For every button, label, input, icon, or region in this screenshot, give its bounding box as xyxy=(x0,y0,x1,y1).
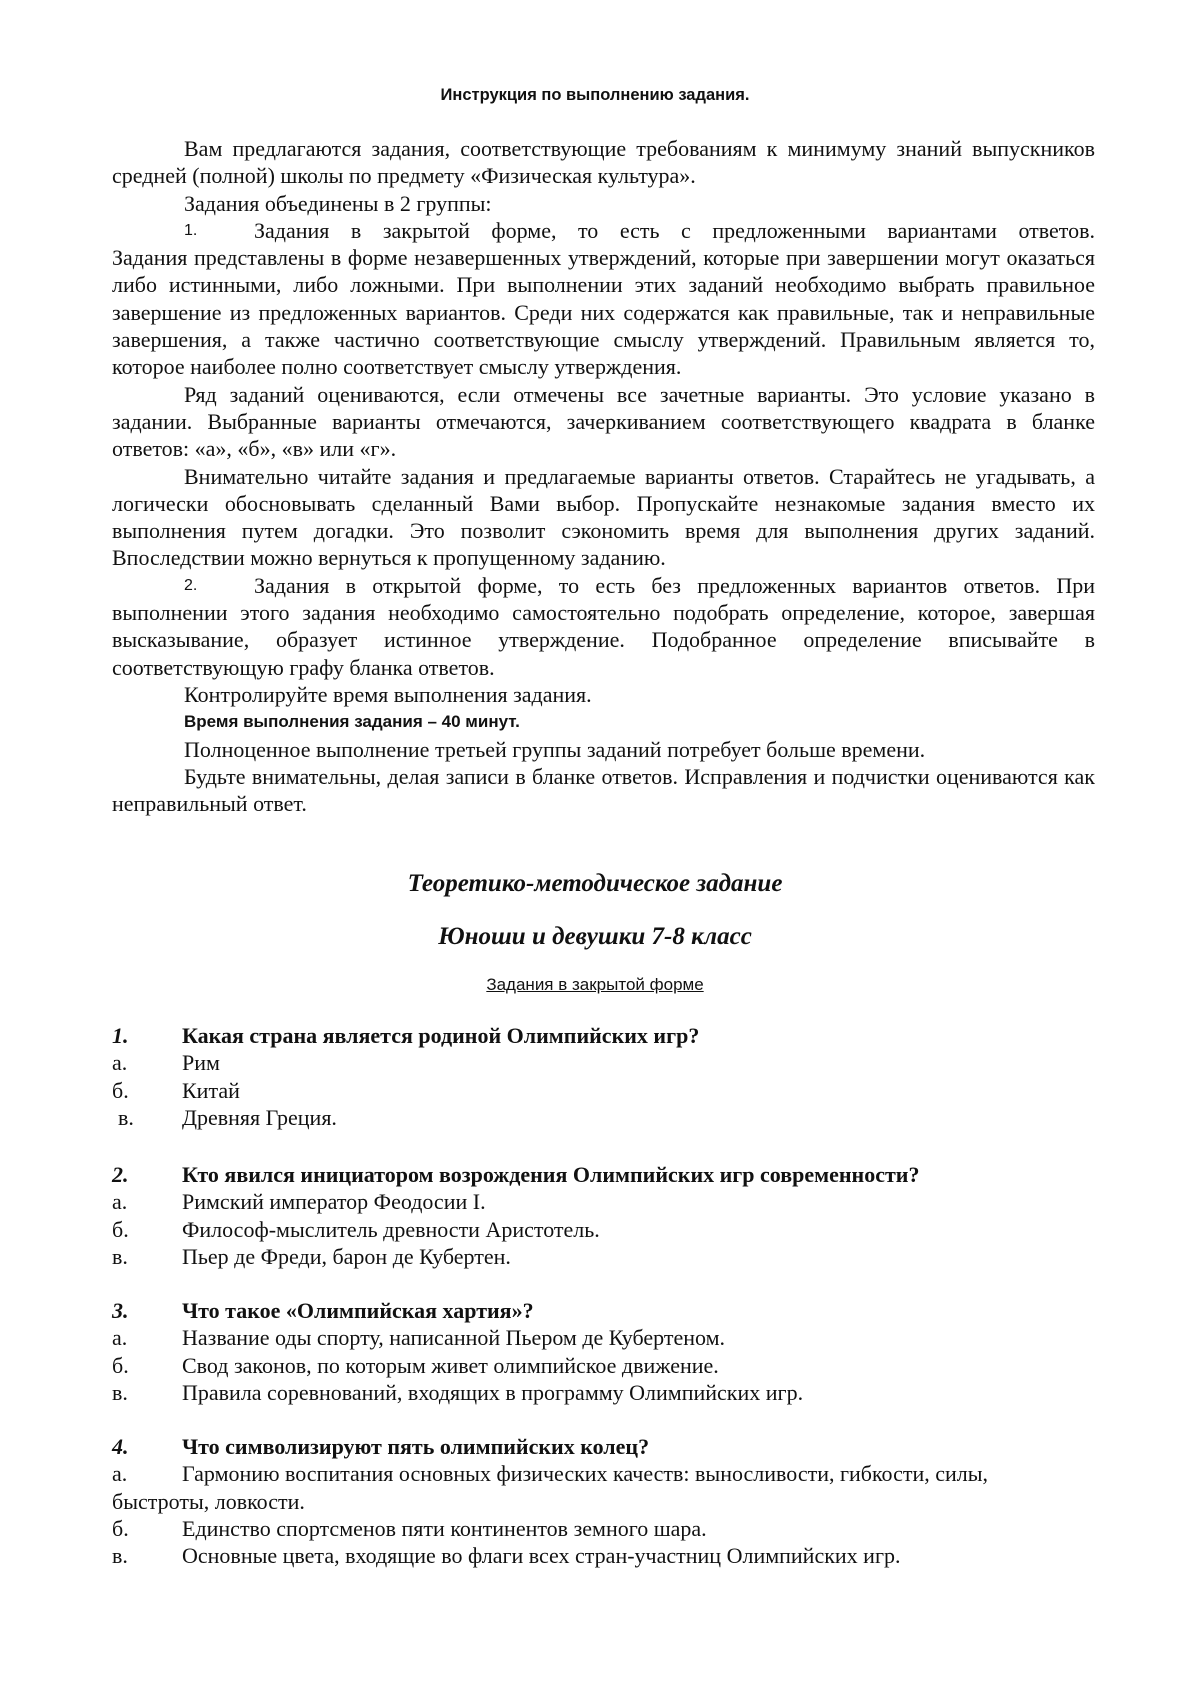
paragraph: Ряд заданий оцениваются, если отмечены все зачетные варианты. Это условие указано в задании. Выбранные варианты отмечаются, зачеркиванием соответствующего квадрата в бланке ответов: «а», «б», «в» или «г». xyxy=(112,381,1095,462)
list-text: Задания в открытой форме, то есть без предложенных вариантов ответов. При xyxy=(254,572,1095,598)
list-item xyxy=(112,217,1095,244)
answer-option xyxy=(112,1379,1095,1406)
question xyxy=(112,1433,1095,1569)
option-text: Правила соревнований, входящих в программу Олимпийских игр. xyxy=(182,1379,804,1405)
question-number: 4. xyxy=(112,1434,129,1459)
paragraph: Вам предлагаются задания, соответствующие требованиям к минимуму знаний выпускников средней (полной) школы по предмету «Физическая культура». xyxy=(112,136,1095,189)
question-number: 3. xyxy=(112,1298,129,1323)
instructions-body xyxy=(112,135,1095,817)
option-letter: в. xyxy=(112,1543,128,1569)
option-text: Основные цвета, входящие во флаги всех стран-участниц Олимпийских игр. xyxy=(182,1543,901,1569)
option-text: Единство спортсменов пяти континентов земного шара. xyxy=(182,1515,707,1541)
option-letter: а. xyxy=(112,1189,128,1215)
answer-option xyxy=(112,1324,1095,1351)
question xyxy=(112,1161,1095,1270)
option-text: Рим xyxy=(182,1050,220,1076)
option-letter: а. xyxy=(112,1050,128,1076)
option-letter: а. xyxy=(112,1461,128,1487)
list-item xyxy=(112,572,1095,599)
option-letter: б. xyxy=(112,1352,129,1378)
option-letter: б. xyxy=(112,1515,129,1541)
question-text: Что такое «Олимпийская хартия»? xyxy=(182,1298,534,1323)
question-text: Кто явился инициатором возрождения Олимпийских игр современности? xyxy=(182,1162,920,1187)
option-text: Название оды спорту, написанной Пьером де Кубертеном. xyxy=(182,1325,726,1351)
question-number: 2. xyxy=(112,1162,129,1187)
answer-option xyxy=(112,1077,1095,1104)
paragraph: Будьте внимательны, делая записи в бланке ответов. Исправления и подчистки оцениваются как неправильный ответ. xyxy=(112,763,1095,817)
option-letter: б. xyxy=(112,1216,129,1242)
question-text: Что символизируют пять олимпийских колец? xyxy=(182,1434,650,1459)
option-letter: а. xyxy=(112,1325,128,1351)
question xyxy=(112,1297,1095,1406)
time-limit: Время выполнения задания – 40 минут. xyxy=(184,712,520,732)
answer-option xyxy=(112,1188,1095,1215)
paragraph: Задания объединены в 2 группы: xyxy=(184,190,492,216)
option-text: Гармонию воспитания основных физических качеств: выносливости, гибкости, силы, xyxy=(182,1461,989,1487)
answer-option xyxy=(112,1049,1095,1076)
paragraph: выполнении этого задания необходимо самостоятельно подобрать определение, которое, завершая высказывание, образует истинное утверждение. Подобранное определение вписывайте в соответствующую графу бланка ответов. xyxy=(112,600,1095,680)
answer-option xyxy=(112,1460,1095,1487)
question xyxy=(112,1022,1095,1131)
answer-option xyxy=(112,1243,1095,1270)
answer-option xyxy=(112,1542,1095,1569)
option-text: Свод законов, по которым живет олимпийское движение. xyxy=(182,1352,719,1378)
paragraph: Внимательно читайте задания и предлагаемые варианты ответов. Старайтесь не угадывать, а логически обосновывать сделанный Вами выбор. Пропускайте незнакомые задания вместо их выполнения путем догадки. Это позволит сэкономить время для выполнения других заданий. Впоследствии можно вернуться к пропущенному заданию. xyxy=(112,463,1095,571)
list-number: 1. xyxy=(184,221,198,239)
paragraph: Задания представлены в форме незавершенных утверждений, которые при завершении могут оказаться либо истинными, либо ложными. При выполнении этих заданий необходимо выбрать правильное завершение из предложенных вариантов. Среди них содержатся как правильные, так и неправильные завершения, а также частично соответствующие смыслу утверждений. Правильным является то, которое наиболее полно соответствует смыслу утверждения. xyxy=(112,245,1095,380)
paragraph: Контролируйте время выполнения задания. xyxy=(184,681,592,707)
option-text: Пьер де Фреди, барон де Кубертен. xyxy=(182,1243,511,1269)
question-number: 1. xyxy=(112,1023,129,1048)
option-text-continued: быстроты, ловкости. xyxy=(112,1488,305,1514)
option-letter: в. xyxy=(112,1243,128,1269)
instructions-title: Инструкция по выполнению задания. xyxy=(440,86,750,104)
paragraph: Полноценное выполнение третьей группы заданий потребует больше времени. xyxy=(184,736,926,762)
option-text: Древняя Греция. xyxy=(182,1104,337,1130)
option-text: Китай xyxy=(182,1077,240,1103)
option-text: Философ-мыслитель древности Аристотель. xyxy=(182,1216,600,1242)
list-text: Задания в закрытой форме, то есть с предложенными вариантами ответов. xyxy=(254,217,1095,243)
section-subheading: Юноши и девушки 7-8 класс xyxy=(438,923,752,950)
answer-option xyxy=(112,1104,1095,1131)
option-letter: в. xyxy=(118,1104,134,1130)
section-label: Задания в закрытой форме xyxy=(486,975,704,994)
answer-option xyxy=(112,1515,1095,1542)
option-letter: б. xyxy=(112,1077,129,1103)
answer-option xyxy=(112,1352,1095,1379)
option-letter: в. xyxy=(112,1379,128,1405)
option-text: Римский император Феодосии I. xyxy=(182,1189,486,1215)
question-text: Какая страна является родиной Олимпийских игр? xyxy=(182,1023,700,1048)
section-heading: Теоретико-методическое задание xyxy=(407,870,783,897)
list-number: 2. xyxy=(184,576,198,594)
answer-option xyxy=(112,1216,1095,1243)
